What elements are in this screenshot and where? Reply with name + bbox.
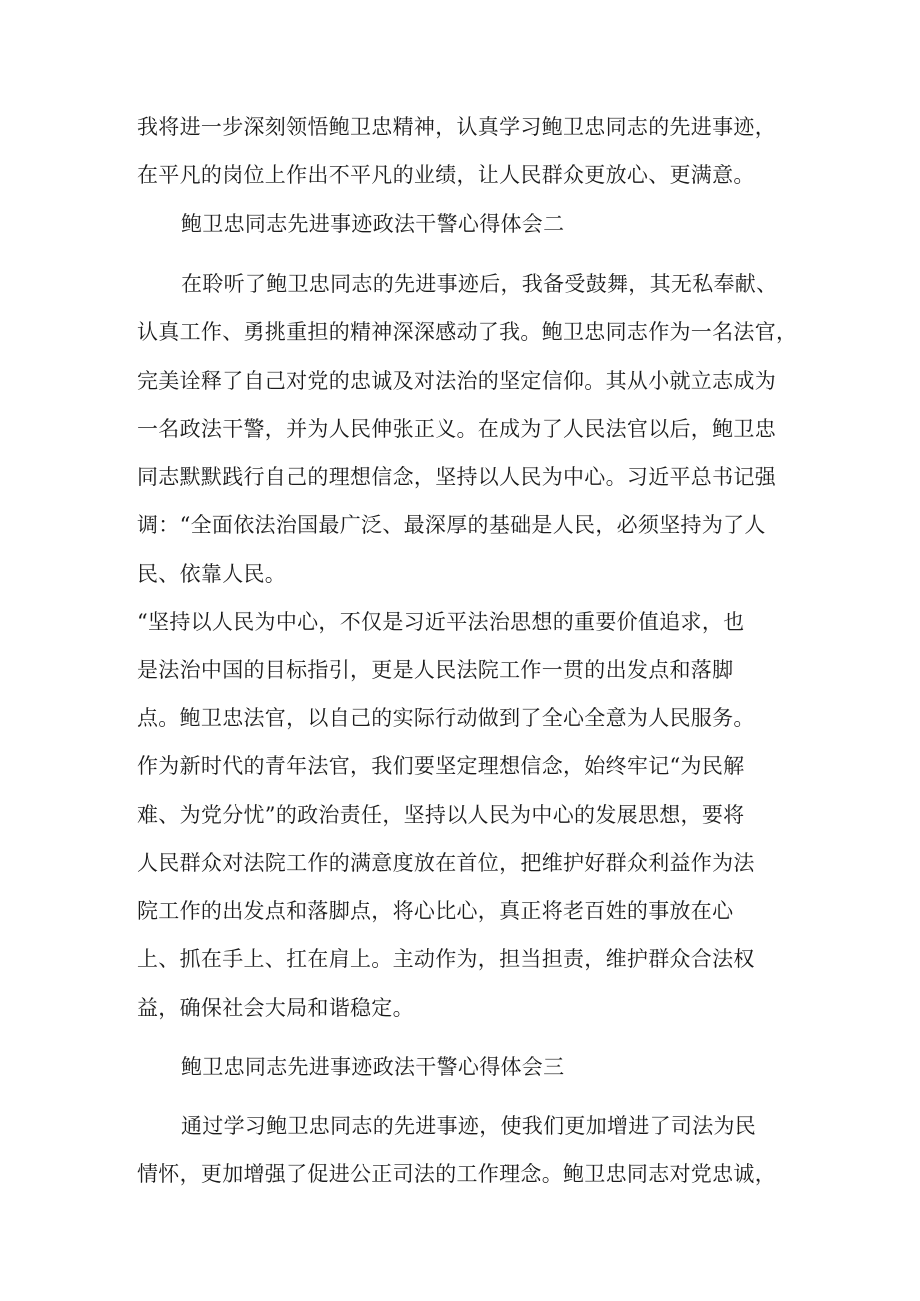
- paragraph-line: 通过学习鲍卫忠同志的先进事迹，使我们更加增进了司法为民: [181, 1114, 757, 1138]
- paragraph-line: 上、抓在手上、扛在肩上。主动作为，担当担责，维护群众合法权: [137, 947, 755, 971]
- paragraph-line: 是法治中国的目标指引，更是人民法院工作一贯的出发点和落脚: [137, 658, 734, 682]
- paragraph-line: 人民群众对法院工作的满意度放在首位，把维护好群众利益作为法: [137, 851, 755, 875]
- paragraph-line: 点。鲍卫忠法官，以自己的实际行动做到了全心全意为人民服务。: [137, 706, 755, 730]
- paragraph-line: 作为新时代的青年法官，我们要坚定理想信念，始终牢记“为民解: [137, 754, 745, 778]
- paragraph-line: 益，确保社会大局和谐稳定。: [137, 996, 414, 1020]
- paragraph-line: 民、依靠人民。: [137, 562, 287, 586]
- paragraph-line: 在平凡的岗位上作出不平凡的业绩，让人民群众更放心、更满意。: [137, 163, 755, 187]
- paragraph-line: 情怀，更加增强了促进公正司法的工作理念。鲍卫忠同志对党忠诚，: [137, 1162, 776, 1186]
- paragraph-line: “坚持以人民为中心，不仅是习近平法治思想的重要价值追求，也: [137, 610, 745, 634]
- paragraph-line: 同志默默践行自己的理想信念，坚持以人民为中心。习近平总书记强: [137, 465, 776, 489]
- paragraph-line: 调：“全面依法治国最广泛、最深厚的基础是人民，必须坚持为了人: [137, 513, 766, 537]
- paragraph-line: 难、为党分忧”的政治责任，坚持以人民为中心的发展思想，要将: [137, 803, 745, 827]
- paragraph-line: 我将进一步深刻领悟鲍卫忠精神，认真学习鲍卫忠同志的先进事迹，: [137, 115, 776, 139]
- paragraph-line: 完美诠释了自己对党的忠诚及对法治的坚定信仰。其从小就立志成为: [137, 369, 776, 393]
- paragraph-line: 院工作的出发点和落脚点，将心比心，真正将老百姓的事放在心: [137, 899, 734, 923]
- paragraph-line: 认真工作、勇挑重担的精神深深感动了我。鲍卫忠同志作为一名法官，: [137, 320, 798, 344]
- paragraph-line: 在聆听了鲍卫忠同志的先进事迹后，我备受鼓舞，其无私奉献、: [181, 272, 778, 296]
- section-heading: 鲍卫忠同志先进事迹政法干警心得体会三: [181, 1055, 565, 1079]
- paragraph-line: 一名政法干警，并为人民伸张正义。在成为了人民法官以后，鲍卫忠: [137, 417, 776, 441]
- section-heading: 鲍卫忠同志先进事迹政法干警心得体会二: [181, 212, 565, 236]
